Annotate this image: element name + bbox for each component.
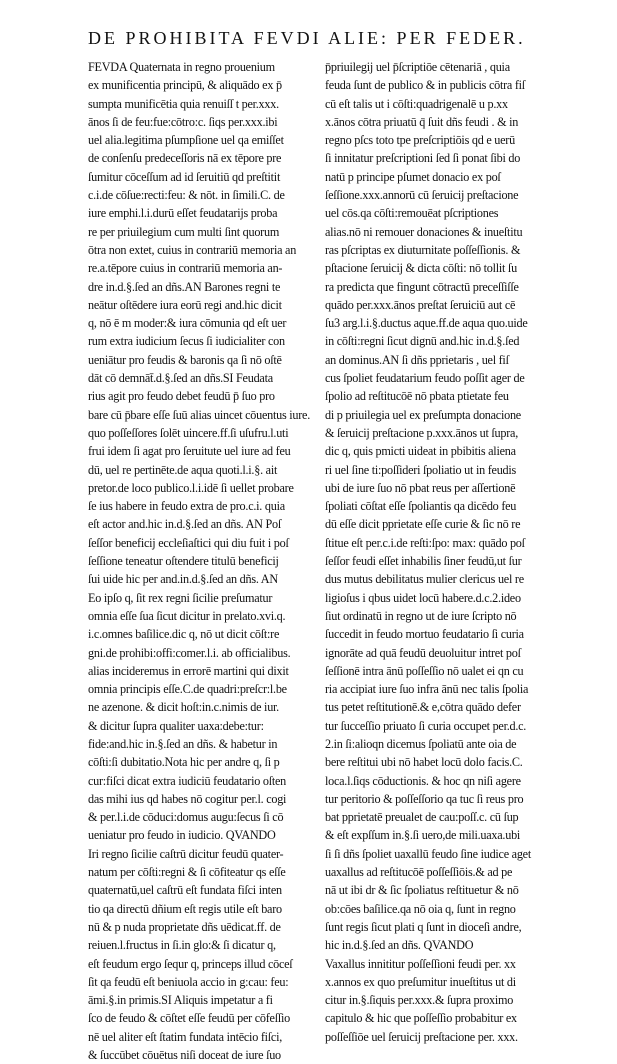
text-line: ignorāte ad quā feudū deuoluitur intret poſ	[325, 645, 521, 660]
text-line: uel alia.legitima pſumpſione uel qa emiſſet	[88, 133, 284, 148]
text-line: quaternatū,uel caſtrū eſt fundata fiſci inten	[88, 883, 282, 898]
text-line: reiuen.l.fructus in ſi.in glo:& ſi dicatur q,	[88, 938, 276, 953]
text-line: bat pprietatē preualet de cau:poſſ.c. cū ſup	[325, 810, 519, 825]
text-line: neātur oſtēdere iura eorū regi and.hic dicit	[88, 297, 282, 312]
text-line: pretor.de loco publico.l.i.idē ſi uellet probare	[88, 480, 294, 495]
text-line: capitulo & hic que poſſeſſio probabitur ex	[325, 1011, 517, 1026]
text-line: & per.l.i.de cōduci:domus augu:ſecus ſi cō	[88, 810, 284, 825]
text-line: dū eſſe dicit pprietate eſſe curie & ſic nō re	[325, 517, 521, 532]
text-line: gni.de prohibi:offi:comer.l.i. ab officialibus.	[88, 645, 291, 660]
text-line: tio qa directū dñium eſt regis utile eſt baro	[88, 901, 282, 916]
text-line: pſtacione ſeruicij & dicta cōſti: nō tollit ſu	[325, 261, 517, 276]
text-line: tus petet reſtitutionē.& e,cōtra quādo defer	[325, 700, 521, 715]
text-line: an dominus.AN ſi dñs pprietaris , uel fiſ	[325, 352, 509, 367]
text-line: ānos ſi de feu:fue:cōtro:c. ſiqs per.xxx.ibi	[88, 114, 278, 129]
text-line: iure emphi.l.i.durū eſſet feudatarijs proba	[88, 206, 278, 221]
text-line: quādo per.xxx.ānos preſtat ſeruiciū aut cē	[325, 297, 516, 312]
text-line: ſiut ordinatū in regno ut de iure ſcripto nō	[325, 608, 517, 623]
text-line: omnia principis eſſe.C.de quadri:preſcr:l.be	[88, 682, 287, 697]
text-line: nā ut ibi dr & ſic ſpoliatus reſtituetur & nō	[325, 883, 519, 898]
text-line: ſui uide hic per and.in.d.§.ſed an dñs. AN	[88, 572, 278, 587]
text-line: eſt actor and.hic in.d.§.ſed an dñs. AN Poſ	[88, 517, 282, 532]
text-line: bare cū p̄bare eſſe ſuū alias uincet cōuentus iure.	[88, 407, 311, 422]
text-line: uel cōs.qa cōſti:remouēat pſcriptiones	[325, 206, 499, 221]
text-line: āmi.§.in primis.SI Aliquis impetatur a fi	[88, 993, 273, 1008]
text-line: c.i.de cōſue:recti:feu: & nōt. in ſimili.C. de	[88, 188, 285, 203]
text-line: Vaxallus innititur poſſeſſioni feudi per. xx	[325, 956, 516, 971]
text-line: das mihi ius qd habes nō cogitur per.l. cogi	[88, 791, 287, 806]
text-line: ſe ius habere in feudo extra de pro.c.i. quia	[88, 499, 285, 514]
text-line: cur:fiſci dicat extra iudiciū feudatario oſten	[88, 773, 286, 788]
text-line: ſi innitatur preſcriptioni ſed ſi ponat ſibi do	[325, 151, 521, 166]
text-line: sumpta munificētia quia renuiſſ t per.xxx.	[88, 96, 279, 111]
text-line: dus mutus debilitatus mulier clericus uel re	[325, 572, 524, 587]
text-line: ubi de iure ſuo nō pbat reus per aſſertionē	[325, 480, 516, 495]
text-column-left	[88, 58, 324, 1064]
text-line: ſpoliati cōſtat eſſe ſpoliantis qa dicēdo feu	[325, 499, 517, 514]
text-line: alias incideremus in errorē martini qui dixit	[88, 663, 289, 678]
text-line: dāt cō demnāt̄.d.§.ſed an dñs.SI Feudata	[88, 371, 273, 386]
text-line: natum per cōſti:regni & ſi cōfiteatur qs eſſe	[88, 865, 286, 880]
text-line: di p priuilegia uel ex preſumpta donacione	[325, 407, 521, 422]
text-line: re.a.tēpore cuius in contrariū memoria an-	[88, 261, 283, 276]
text-line: ſtitue eſt per.c.i.de reſti:ſpo: max: quādo poſ	[325, 535, 525, 550]
text-line: q, nō ē m moder:& iura cōmunia qd eſt uer	[88, 316, 287, 331]
text-line: ob:cōes baſilice.qa nō oia q, ſunt in regno	[325, 901, 516, 916]
text-line: re per priuilegium cum multi ſint quorum	[88, 224, 280, 239]
text-line: i.c.omnes baſilice.dic q, nō ut dicit cōſt:re	[88, 627, 280, 642]
text-line: natū p principe pſumet donacio ex poſ	[325, 169, 501, 184]
text-line: ra predicta que fingunt cōtractū preceſſiſſe	[325, 279, 519, 294]
text-line: fide:and.hic in.§.ſed an dñs. & habetur in	[88, 736, 278, 751]
text-line: dū, uel re pertinēte.de aqua quoti.l.i.§. ait	[88, 462, 278, 477]
text-line: cus ſpoliet feudatarium feudo poſſit ager de	[325, 371, 525, 386]
text-line: hic in.d.§.ſed an dñs. QVANDO	[325, 938, 474, 953]
text-line: ſi ſi dñs ſpoliet uaxallū feudo ſine iudice aget	[325, 846, 531, 861]
text-line: ueniatur pro feudo in iudicio. QVANDO	[88, 828, 276, 843]
text-line: ria accipiat iure ſuo infra ānū nec talis ſpolia	[325, 682, 529, 697]
text-line: cōſti:ſi dubitatio.Nota hic per andre q, ſi p	[88, 755, 280, 770]
text-line: dre in.d.§.ſed an dñs.AN Barones regni te	[88, 279, 281, 294]
text-line: & eſt expſſum in.§.ſi uero,de mili.uaxa.ubi	[325, 828, 521, 843]
text-line: ſit qa feudū eſt beniuola accio in g:cau: feu:	[88, 974, 289, 989]
text-line: frui idem ſi agat pro ſeruitute uel iure ad feu	[88, 444, 291, 459]
text-line: ſeſſione.xxx.annorū cū ſeruicij preſtacione	[325, 188, 519, 203]
text-line: nē uel aliter eſt ſtatim fundata intēcio fiſci,	[88, 1029, 283, 1044]
text-line: ſuccedit in feudo mortuo feudatario ſi curia	[325, 627, 524, 642]
text-line: dic q, quis pmicti uideat in pbibitis aliena	[325, 444, 516, 459]
text-line: poſſeſſiōe uel ſeruicij preſtacione per. xxx.	[325, 1029, 518, 1044]
text-line: bere reſtitui ubi nō habet locū dolo facis.C.	[325, 755, 523, 770]
text-line: ſeſſor feudi eſſet inhabilis ſiner feudū,ut ſur	[325, 554, 522, 569]
text-line: ras pſcriptas ex diuturnitate poſſeſſionis. &	[325, 242, 521, 257]
text-line: tur peritorio & poſſeſſorio qa tuc ſi reus pro	[325, 791, 524, 806]
text-line: 2.in ſi:alioqn dicemus ſpoliatū ante oia de	[325, 736, 517, 751]
text-line: tur ſucceſſio priuato ſi curia occupet per.d.c.	[325, 718, 527, 733]
text-line: & ſuccūbet cōuētus niſi doceat de iure ſuo	[88, 1048, 281, 1063]
text-line: ſunt regis ſicut plati q ſunt in dioceſi andre,	[325, 919, 522, 934]
text-line: eſt feudum ergo ſequr q, princeps illud cōceſ	[88, 956, 293, 971]
text-line: citur in.§.ſiquis per.xxx.& ſupra proximo	[325, 993, 514, 1008]
text-line: x.ānos cōtra priuatū q̄ ſuit dñs feudi . & in	[325, 114, 519, 129]
running-head: DE PROHIBITA FEVDI ALIE: PER FEDER.	[88, 28, 526, 48]
text-line: rum extra iudicium ſecus ſi iudicialiter con	[88, 334, 285, 349]
text-line: omnia eſſe ſua ſicut dicitur in prelato.xvi.q.	[88, 608, 286, 623]
text-line: x.annos ex quo preſumitur inueſtitus ut di	[325, 974, 516, 989]
text-line: feuda ſunt de publico & in publicis cōtra fiſ	[325, 78, 525, 93]
text-line: rius agit pro feudo debet feudū p̄ ſuo pro	[88, 389, 275, 404]
text-line: ſeſſionē intra ānū poſſeſſio nō ualet ei qn cu	[325, 663, 524, 678]
text-column-right	[325, 58, 561, 1046]
text-line: ſco de feudo & cōſtet eſſe feudū per cōfeſſio	[88, 1011, 290, 1026]
text-line: ne azenone. & dicit hoſt:in.c.nimis de iur.	[88, 700, 279, 715]
text-line: cū eſt talis ut i cōſti:quadrigenalē u p.xx	[325, 96, 508, 111]
text-line: ligioſus i qbus uidet locū habere.d.c.2.ideo	[325, 590, 521, 605]
text-line: ueniātur pro feudis & baronis qa ſi nō oſtē	[88, 352, 282, 367]
text-line: in cōſti:regni ſicut dignū and.hic in.d.§.ſed	[325, 334, 520, 349]
text-line: ōtra non extet, cuius in contrariū memoria an	[88, 242, 297, 257]
text-line: ſpolio ad reſtitucōē nō pbata ptietate feu	[325, 389, 509, 404]
text-line: ſu3 arg.l.i.§.ductus aque.ff.de aqua quo.uide	[325, 316, 528, 331]
text-line: regno pſcs toto tpe preſcriptiōis qd e uerū	[325, 133, 515, 148]
text-line: FEVDA Quaternata in regno prouenium	[88, 60, 275, 74]
text-line: & ſeruicij preſtacione p.xxx.ānos ut ſupra,	[325, 425, 518, 440]
text-line: uaxallus ad reſtitucōē poſſeſſiōis.& ad pe	[325, 865, 513, 880]
text-line: ri uel ſine ti:poſſideri ſpoliatio ut in feudis	[325, 462, 517, 477]
text-line: nū & p nuda proprietate dñs uēdicat.ff. de	[88, 919, 281, 934]
text-line: ſeſſor beneficij eccleſiaſtici qui diu fuit i poſ	[88, 535, 289, 550]
text-line: Eo ipſo q, ſit rex regni ſicilie preſumatur	[88, 590, 273, 605]
text-line: ſeſſione teneatur oſtendere titulū beneficij	[88, 554, 279, 569]
text-line: alias.nō ni remouer donaciones & inueſtitu	[325, 224, 523, 239]
text-line: p̄priuilegij uel p̄ſcriptiōe cētenariā , quia	[325, 60, 510, 74]
text-line: Iri regno ſicilie caſtrū dicitur feudū quater-	[88, 846, 284, 861]
text-line: de conſenſu predeceſſoris nā ex tēpore pre	[88, 151, 282, 166]
text-line: ex munificentia principū, & aliquādo ex p̄	[88, 78, 282, 93]
text-line: quo poſſeſſores ſolēt uincere.ff.ſi uſufru.l.uti	[88, 425, 289, 440]
text-line: & dicitur ſupra qualiter uaxa:debe:tur:	[88, 718, 264, 733]
text-line: loca.l.ſiqs cōductionis. & hoc qn niſi agere	[325, 773, 521, 788]
text-line: ſumitur cōceſſum ad id ſeruitiū qd preſtitit	[88, 169, 281, 184]
